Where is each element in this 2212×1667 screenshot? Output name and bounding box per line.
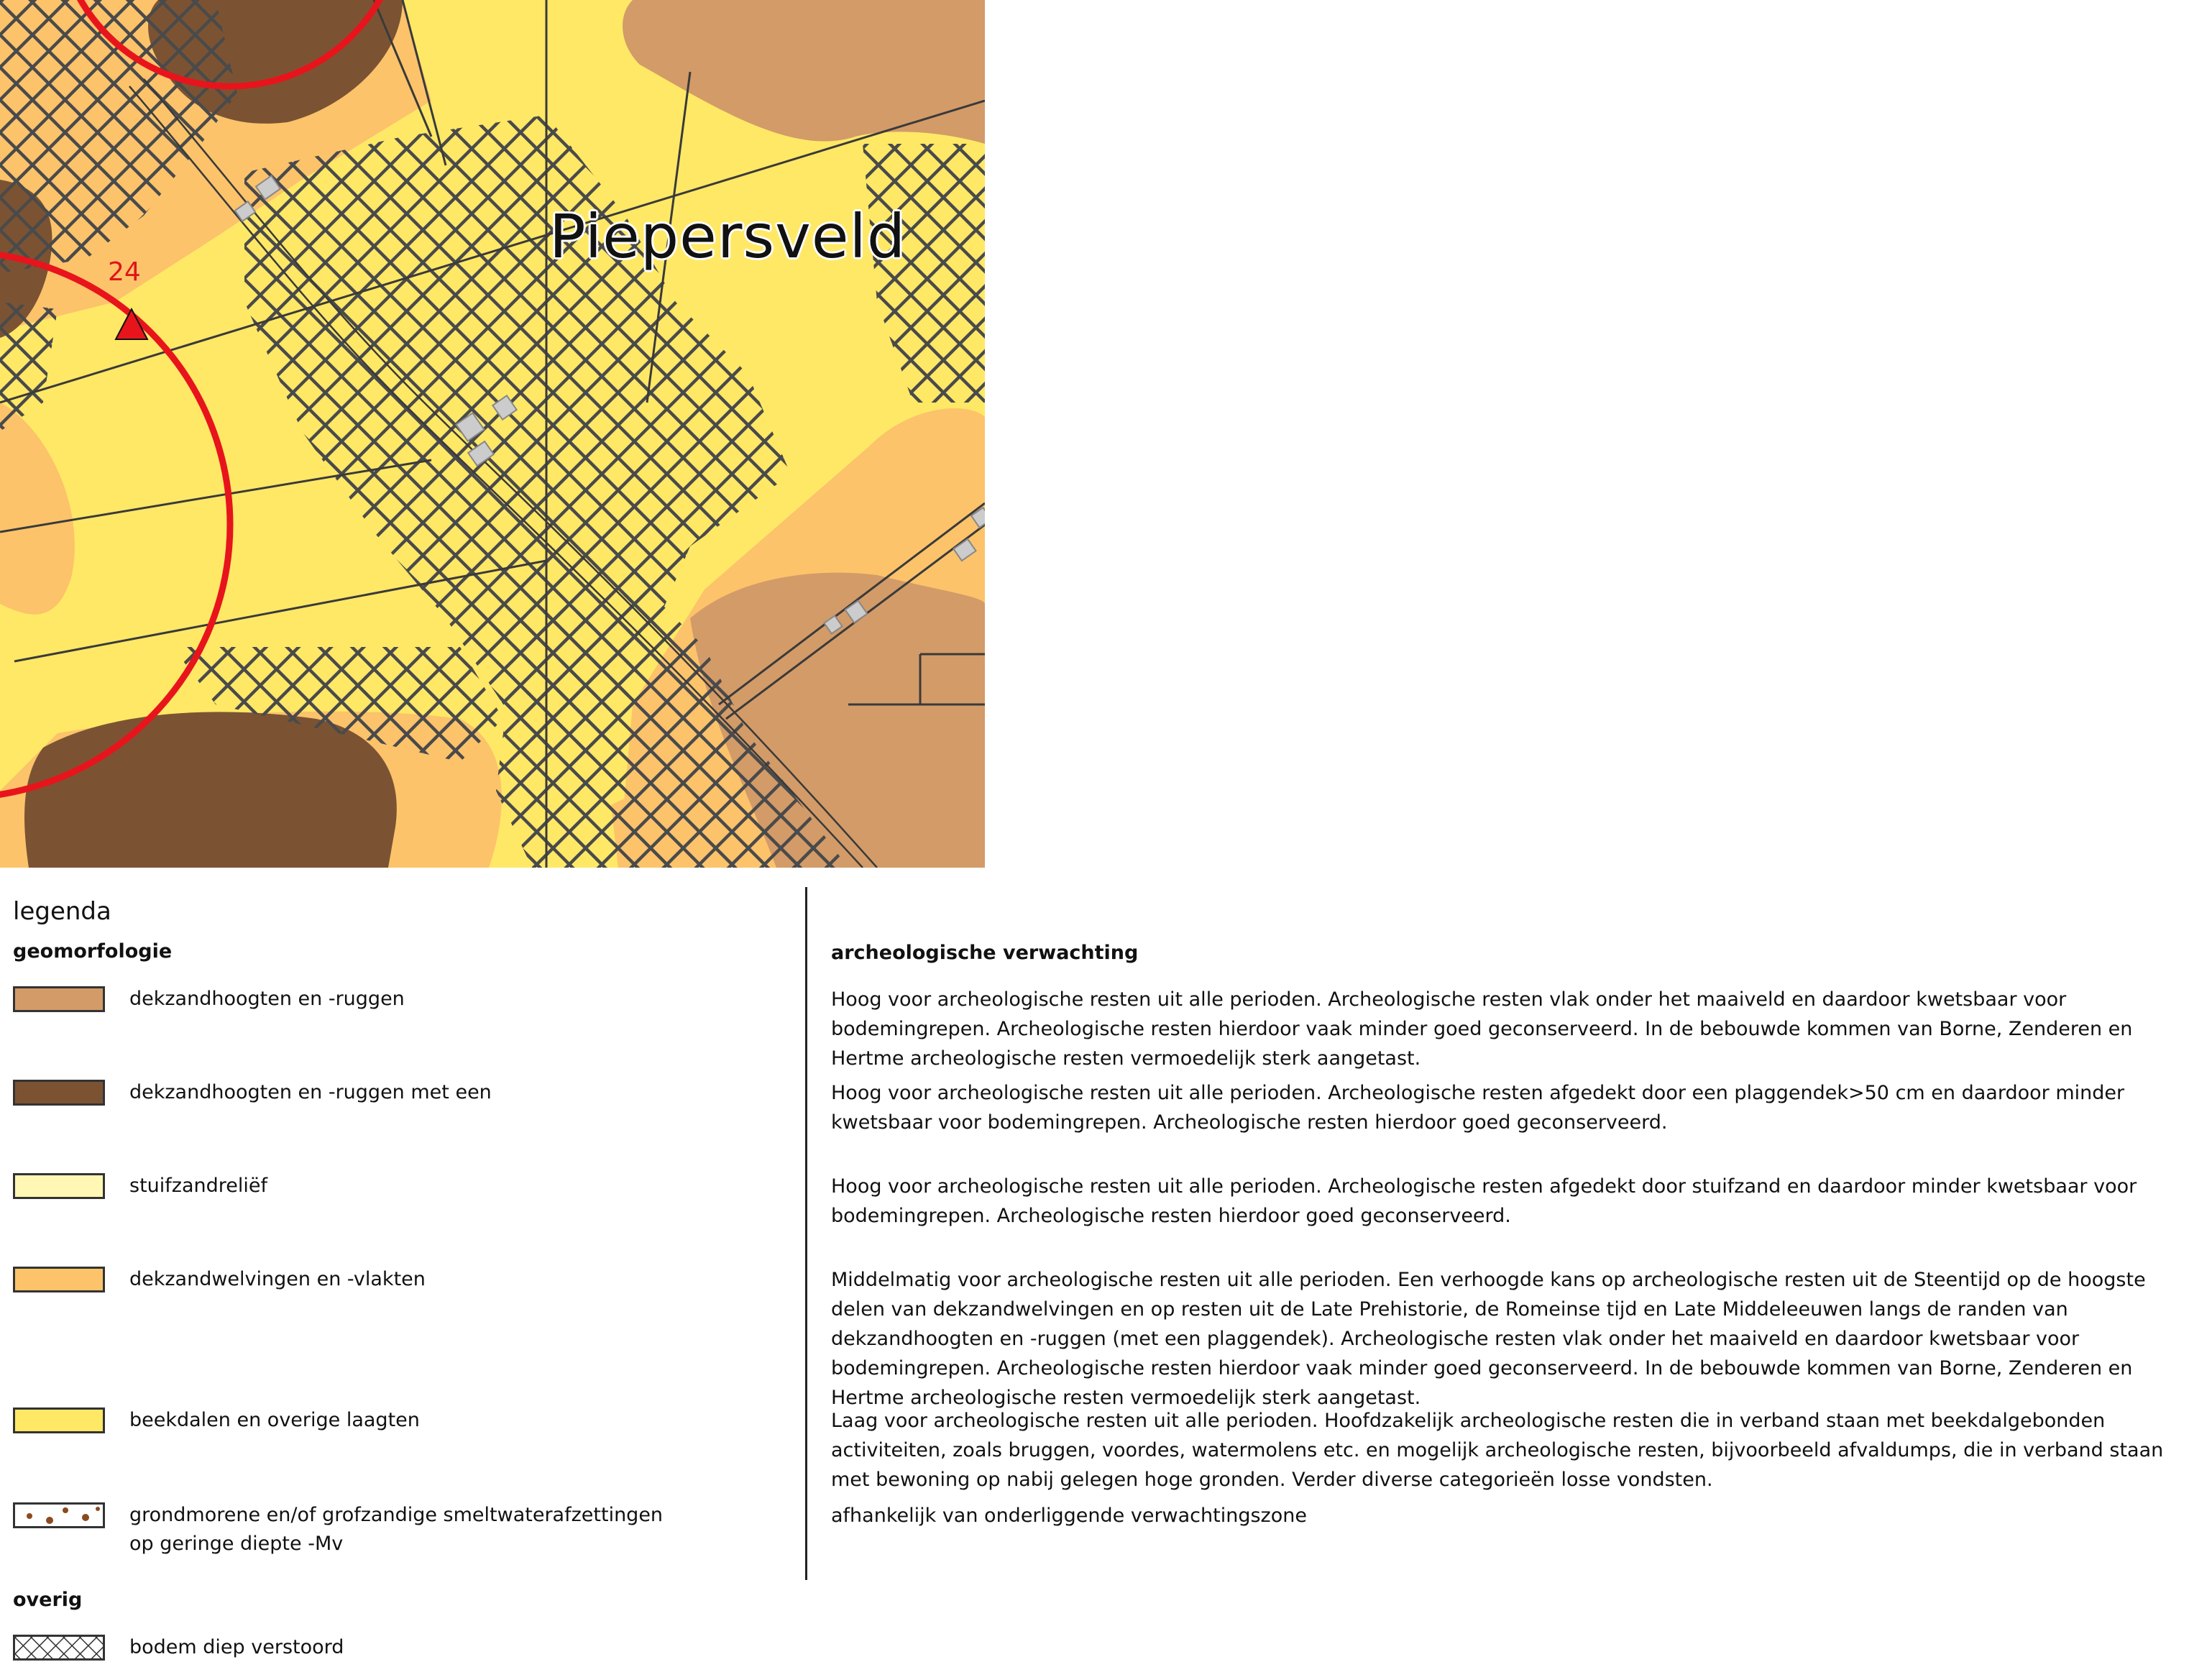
verwachting-description: Hoog voor archeologische resten uit alle perioden. Archeologische resten afgedekt door een plaggendek>50 cm en daardoor minder kwetsbaar voor bodemingrepen. Archeologische resten hierdoor goed geconserveerd. (831, 1082, 2125, 1134)
swatch-stuifzand (13, 1173, 105, 1199)
legend-label: dekzandwelvingen en -vlakten (129, 1268, 426, 1290)
swatch-verstoord (13, 1635, 105, 1661)
verwachting-description: afhankelijk van onderliggende verwachtingszone (831, 1505, 1307, 1527)
map-zone-plaggendek (24, 712, 397, 868)
legend-label: dekzandhoogten en -ruggen met een (129, 1081, 492, 1103)
legend-label: bodem diep verstoord (129, 1636, 344, 1658)
site-number: 24 (108, 257, 141, 287)
swatch-grondmorene (13, 1502, 105, 1528)
legend-label: dekzandhoogten en -ruggen (129, 988, 405, 1010)
map-canvas (0, 0, 985, 868)
geomorfologie-heading: geomorfologie (13, 940, 173, 963)
verwachting-description: Hoog voor archeologische resten uit alle perioden. Archeologische resten vlak onder het maaiveld en daardoor kwetsbaar voor bodemingrepen. Archeologische resten hierdoor vaak minder goed geconserveerd. In de bebouwde kommen van Borne, Zenderen en Hertme archeologische resten vermoedelijk sterk aangetast. (831, 988, 2133, 1070)
legend-label: beekdalen en overige laagten (129, 1409, 420, 1431)
legend-title: legenda (13, 897, 111, 926)
verwachting-description: Laag voor archeologische resten uit alle perioden. Hoofdzakelijk archeologische resten die in verband staan met beekdalgebonden activiteiten, zoals bruggen, voordes, watermolens etc. en mogelijk archeologische resten, bijvoorbeeld afvaldumps, die in verband staan met bewoning op nabij gelegen hoge gronden. Verder diverse categorieën losse vondsten. (831, 1410, 2164, 1491)
swatch-beekdalen (13, 1407, 105, 1433)
overig-heading: overig (13, 1589, 83, 1611)
verwachting-description: Hoog voor archeologische resten uit alle perioden. Archeologische resten afgedekt door stuifzand en daardoor minder kwetsbaar voor bodemingrepen. Archeologische resten hierdoor goed geconserveerd. (831, 1175, 2137, 1227)
legend-label: grondmorene en/of grofzandige smeltwaterafzettingen op geringe diepte -Mv (129, 1504, 664, 1555)
swatch-dekzandhoogten (13, 986, 105, 1012)
swatch-dekzandwelvingen (13, 1267, 105, 1292)
map-panel[interactable] (0, 0, 985, 868)
verwachting-description: Middelmatig voor archeologische resten uit alle perioden. Een verhoogde kans op archeologische resten uit de Steentijd op de hoogste delen van dekzandwelvingen en op resten uit de Late Prehistorie, de Romeinse tijd en Late Middeleeuwen langs de randen van dekzandhoogten en -ruggen (met een plaggendek). Archeologische resten vlak onder het maaiveld en daardoor kwetsbaar voor bodemingrepen. Archeologische resten hierdoor vaak minder goed geconserveerd. In de bebouwde kommen van Borne, Zenderen en Hertme archeologische resten vermoedelijk sterk aangetast. (831, 1269, 2146, 1409)
legend-label: stuifzandreliëf (129, 1175, 267, 1197)
swatch-plaggendek (13, 1080, 105, 1106)
legend-divider (805, 887, 807, 1580)
verwachting-heading: archeologische verwachting (831, 942, 1139, 964)
place-label: Piepersveld (549, 201, 907, 272)
